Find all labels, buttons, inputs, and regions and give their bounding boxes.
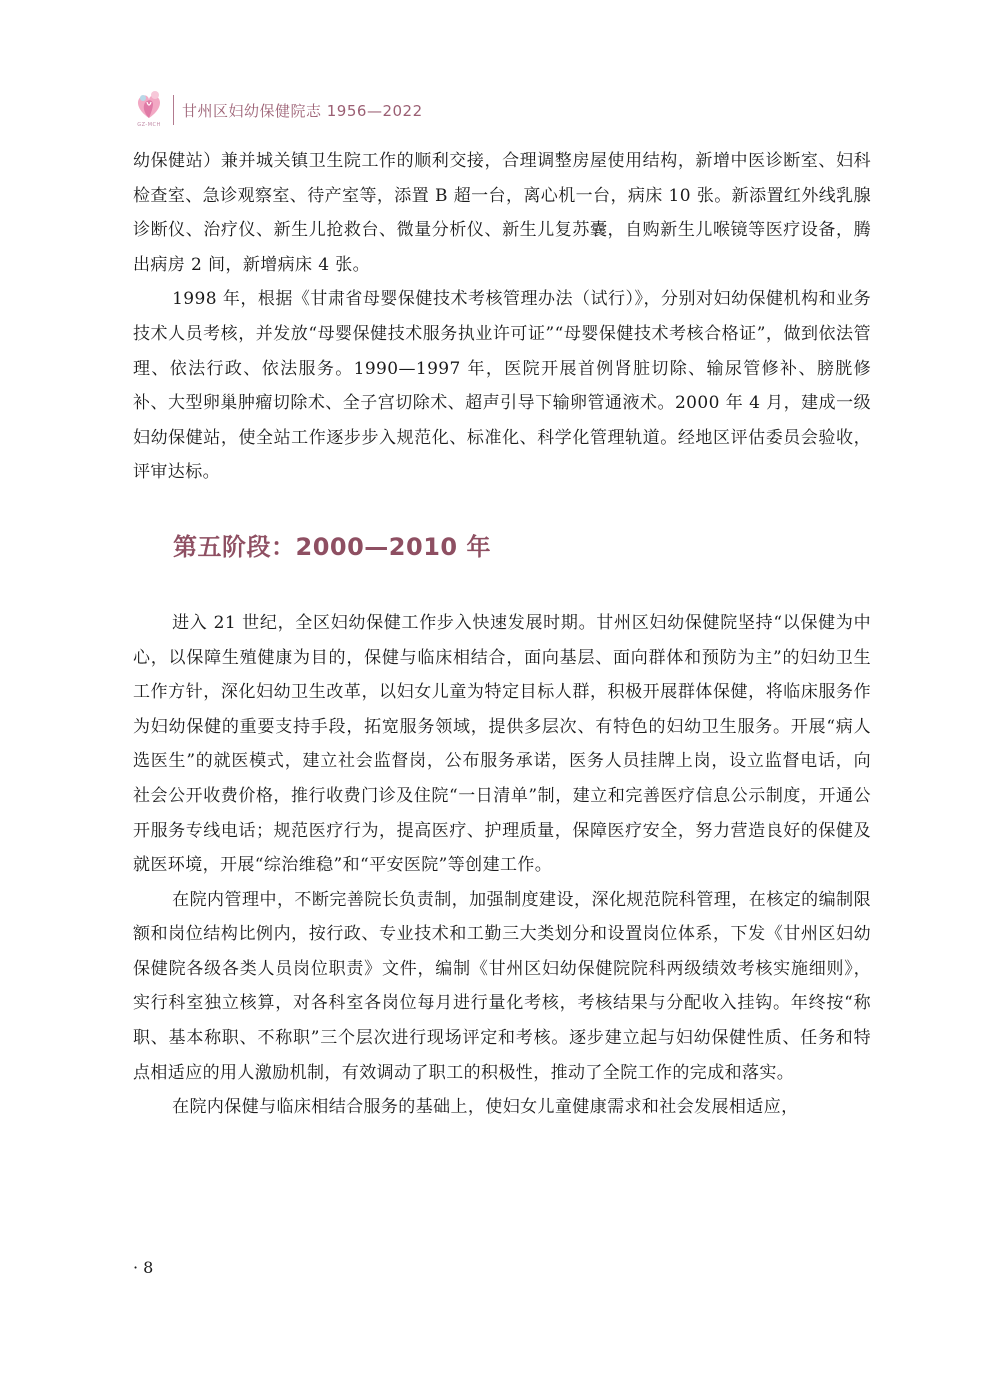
paragraph-continued: 幼保健站）兼并城关镇卫生院工作的顺利交接，合理调整房屋使用结构，新增中医诊断室、妇科检查室、急诊观察室、待产室等，添置 B 超一台，离心机一台，病床 10 张。新添置红外线乳腺诊断仪、治疗仪、新生儿抢救台、微量分析仪、新生儿复苏囊，自购新生儿喉镜等医疗设备，腾出病房 2 间，新增病床 4 张。 <box>133 151 871 275</box>
page-number: · 8 <box>133 1258 154 1277</box>
heart-flower-icon <box>133 88 165 122</box>
header-divider <box>173 95 174 125</box>
logo-text: GZ-MCH <box>137 122 161 128</box>
hospital-logo <box>133 88 165 132</box>
section-heading: 第五阶段：2000—2010 年 <box>173 532 491 561</box>
page-header <box>133 86 423 134</box>
paragraph-continues: 在院内保健与临床相结合服务的基础上，使妇女儿童健康需求和社会发展相适应， <box>172 1097 799 1118</box>
page-body <box>133 144 871 1125</box>
running-header-title: 甘州区妇幼保健院志 1956—2022 <box>182 101 423 120</box>
paragraph: 在院内管理中，不断完善院长负责制，加强制度建设，深化规范院科管理，在核定的编制限额和岗位结构比例内，按行政、专业技术和工勤三大类划分和设置岗位体系，下发《甘州区妇幼保健院各级各类人员岗位职责》文件，编制《甘州区妇幼保健院院科两级绩效考核实施细则》，实行科室独立核算，对各科室各岗位每月进行量化考核，考核结果与分配收入挂钩。年终按“称职、基本称职、不称职”三个层次进行现场评定和考核。逐步建立起与妇幼保健性质、任务和特点相适应的用人激励机制，有效调动了职工的积极性，推动了全院工作的完成和落实。 <box>133 889 871 1083</box>
paragraph: 1998 年，根据《甘肃省母婴保健技术考核管理办法（试行）》，分别对妇幼保健机构和业务技术人员考核，并发放“母婴保健技术服务执业许可证”“母婴保健技术考核合格证”，做到依法管理、依法行政、依法服务。1990—1997 年，医院开展首例肾脏切除、输尿管修补、膀胱修补、大型卵巢肿瘤切除术、全子宫切除术、超声引导下输卵管通液术。2000 年 4 月，建成一级妇幼保健站，使全站工作逐步步入规范化、标准化、科学化管理轨道。经地区评估委员会验收，评审达标。 <box>133 289 871 483</box>
paragraph: 进入 21 世纪，全区妇幼保健工作步入快速发展时期。甘州区妇幼保健院坚持“以保健为中心，以保障生殖健康为目的，保健与临床相结合，面向基层、面向群体和预防为主”的妇幼卫生工作方针，深化妇幼卫生改革，以妇女儿童为特定目标人群，积极开展群体保健，将临床服务作为妇幼保健的重要支持手段，拓宽服务领域，提供多层次、有特色的妇幼卫生服务。开展“病人选医生”的就医模式，建立社会监督岗，公布服务承诺，医务人员挂牌上岗，设立监督电话，向社会公开收费价格，推行收费门诊及住院“一日清单”制，建立和完善医疗信息公示制度，开通公开服务专线电话；规范医疗行为，提高医疗、护理质量，保障医疗安全，努力营造良好的保健及就医环境，开展“综治维稳”和“平安医院”等创建工作。 <box>133 612 871 876</box>
